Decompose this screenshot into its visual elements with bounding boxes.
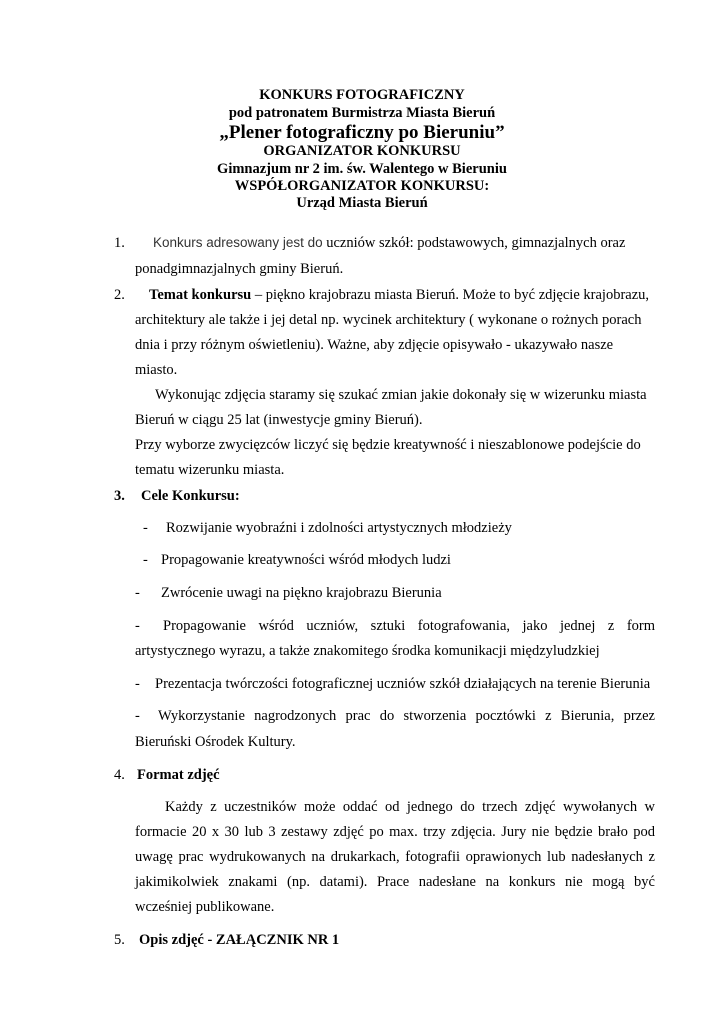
- goal-4-line-2: artystycznego wyrazu, a także znakomitego środka komunikacji międzyludzkiej: [135, 643, 600, 659]
- section-1-line-1: [153, 234, 625, 252]
- section-4-line-3: uwagę prac wydrukowanych na drukarkach, fotografii oprawionych lub nadesłanych z: [135, 849, 655, 865]
- section-2-line-1: [149, 286, 649, 304]
- goal-6-text: Wykorzystanie nagrodzonych prac do stworzenia pocztówki z Bierunia, przez: [158, 708, 655, 724]
- section-1-lead: Konkurs adresowany jest do: [153, 235, 323, 250]
- header-coorganizer-label: WSPÓŁORGANIZATOR KONKURSU:: [234, 178, 490, 194]
- section-2-line-5: Wykonując zdjęcia staramy się szukać zmian jakie dokonały się w wizerunku miasta: [155, 387, 647, 403]
- section-2-line-2: architektury ale także i jej detal np. wycinek architektury ( wykonane o rożnych porach: [135, 312, 642, 328]
- goal-6-line-2: Bieruński Ośrodek Kultury.: [135, 734, 296, 750]
- goal-2-text: Propagowanie kreatywności wśród młodych ludzi: [161, 552, 451, 568]
- header-coorganizer: Urząd Miasta Bieruń: [296, 195, 428, 211]
- section-2-line-3: dnia i przy różnym oświetleniu). Ważne, aby zdjęcie opisywało - ukazywało nasze: [135, 337, 614, 353]
- header-organizer-label: ORGANIZATOR KONKURSU: [263, 143, 461, 159]
- section-2-line-7: Przy wyborze zwycięzców liczyć się będzie kreatywność i nieszablonowe podejście do: [135, 437, 641, 453]
- header-contest-name: „Plener fotograficzny po Bieruniu”: [219, 122, 505, 143]
- goal-2-dash: -: [143, 552, 148, 568]
- section-4-title: Format zdjęć: [137, 767, 220, 783]
- section-2-number: 2.: [114, 287, 125, 303]
- section-5-number: 5.: [114, 932, 125, 948]
- goal-4-text: Propagowanie wśród uczniów, sztuki fotografowania, jako jednej z form: [163, 618, 655, 634]
- goal-5-dash: -: [135, 676, 140, 692]
- section-5-title: Opis zdjęć - ZAŁĄCZNIK NR 1: [139, 932, 340, 948]
- goal-5-text: Prezentacja twórczości fotograficznej uczniów szkół działających na terenie Bierunia: [155, 676, 651, 692]
- goal-3-text: Zwrócenie uwagi na piękno krajobrazu Bierunia: [161, 585, 442, 601]
- section-1-rest: uczniów szkół: podstawowych, gimnazjalnych oraz: [322, 235, 626, 251]
- section-4-number: 4.: [114, 767, 125, 783]
- header-organizer: Gimnazjum nr 2 im. św. Walentego w Bieruniu: [217, 161, 507, 177]
- section-1-line-2: ponadgimnazjalnych gminy Bieruń.: [135, 261, 344, 277]
- goal-4-dash: -: [135, 618, 140, 634]
- section-4-line-1: Każdy z uczestników może oddać od jednego do trzech zdjęć wywołanych w: [165, 799, 655, 815]
- section-3-title: Cele Konkursu:: [141, 488, 240, 504]
- section-2-line-4: miasto.: [135, 362, 178, 378]
- section-2-line-6: Bieruń w ciągu 25 lat (inwestycje gminy Bieruń).: [135, 412, 423, 428]
- section-3-number: 3.: [114, 488, 125, 504]
- section-2-title: Temat konkursu: [149, 287, 252, 303]
- section-2-title-rest: – piękno krajobrazu miasta Bieruń. Może to być zdjęcie krajobrazu,: [251, 287, 650, 303]
- section-2-line-8: tematu wizerunku miasta.: [135, 462, 285, 478]
- section-1-number: 1.: [114, 235, 125, 251]
- section-4-line-2: formacie 20 x 30 lub 3 zestawy zdjęć po max. trzy zdjęcia. Jury nie będzie brało pod: [135, 824, 655, 840]
- goal-1-text: Rozwijanie wyobraźni i zdolności artystycznych młodzieży: [166, 520, 512, 536]
- goal-1-dash: -: [143, 520, 148, 536]
- header-patronage: pod patronatem Burmistrza Miasta Bieruń: [228, 105, 496, 121]
- goal-3-dash: -: [135, 585, 140, 601]
- section-4-line-5: wcześniej publikowane.: [135, 899, 275, 915]
- section-4-line-4: jakimikolwiek znakami (np. datami). Prace nadesłane na konkurs nie mogą być: [135, 874, 655, 890]
- goal-6-dash: -: [135, 708, 140, 724]
- header-title: KONKURS FOTOGRAFICZNY: [259, 87, 465, 103]
